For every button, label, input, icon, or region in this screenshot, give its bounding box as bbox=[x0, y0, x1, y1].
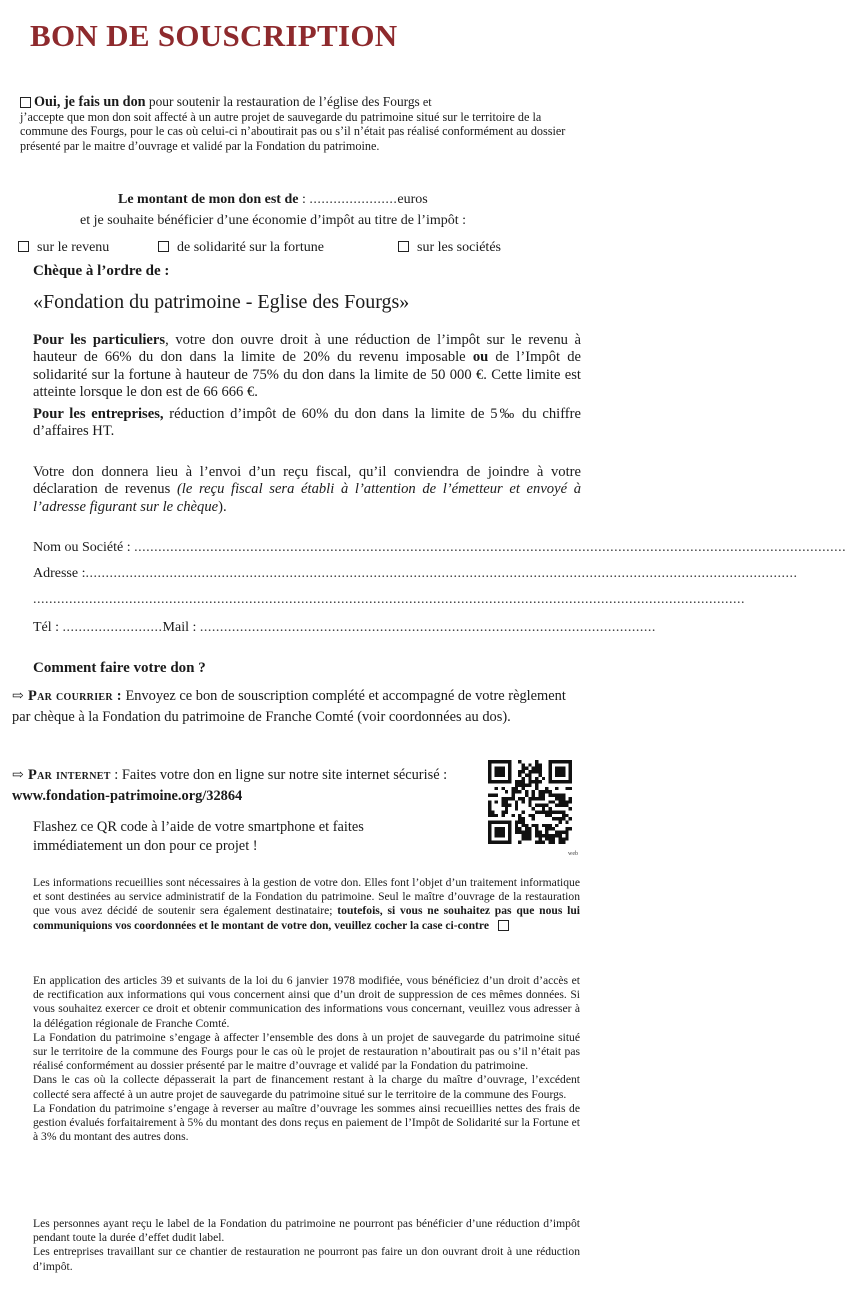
by-internet-text: Faites votre don en ligne sur notre site internet sécurisé : bbox=[121, 767, 448, 783]
by-internet-separator: : bbox=[110, 767, 122, 783]
particuliers-lead: Pour les particuliers bbox=[33, 332, 166, 348]
tel-label: Tél : bbox=[33, 620, 60, 635]
tax-option-revenu[interactable] bbox=[18, 240, 109, 256]
intro-body: j’accepte que mon don soit affecté à un autre projet de sauvegarde du patrimoine situé sur le territoire de la commune des Fourgs, pour le cas où celui-ci n’aboutirait pas ou s’il n’était pas réalisé conformément au dossier présenté par le maitre d’ouvrage et validé par la Fondation du patrimoine. bbox=[20, 109, 566, 153]
qr-tag: web bbox=[568, 851, 578, 857]
receipt-text: Votre don donnera lieu à l’envoi d’un reçu fiscal, qu’il conviendra de joindre à votre déclaration de revenus bbox=[33, 464, 581, 498]
tel-dots[interactable]: ......................... bbox=[62, 620, 163, 635]
qr-instructions: Flashez ce QR code à l’aide de votre smartphone et faites immédiatement un don pour ce projet ! bbox=[33, 819, 364, 854]
privacy-bold: toutefois, si vous ne souhaitez pas que nous lui communiquions vos coordonnées et le montant de votre don, veuillez cocher la case ci-contre bbox=[33, 904, 580, 932]
mail-label: Mail : bbox=[162, 620, 197, 635]
address-field[interactable] bbox=[33, 566, 798, 582]
amount-unit: euros bbox=[397, 192, 428, 207]
amount-label: Le montant de mon don est de bbox=[118, 192, 299, 207]
name-field[interactable] bbox=[33, 540, 846, 556]
opt-out-checkbox[interactable] bbox=[498, 920, 509, 931]
particuliers-text: , votre don ouvre droit à une réduction de l’impôt sur le revenu à hauteur de 66% du don dans la limite de 20% du revenu imposable bbox=[33, 332, 581, 366]
footer-paragraph: Les personnes ayant reçu le label de la Fondation du patrimoine ne pourront pas bénéficier d’une réduction d’impôt pendant toute la durée d’effet dudit label. bbox=[33, 1217, 580, 1245]
footer-notices bbox=[33, 1217, 580, 1274]
amount-separator: : bbox=[298, 192, 310, 207]
legal-paragraph: La Fondation du patrimoine s’engage à affecter l’ensemble des dons à un projet de sauvegarde du patrimoine situé sur le territoire de la commune des Fourgs pour le cas où le projet de restauration n’aboutirait pas ou s’il n’était pas réalisé conformément au dossier présenté par le maitre d’ouvrage et validé par la Fondation du patrimoine. bbox=[33, 1030, 580, 1073]
cheque-payee: «Fondation du patrimoine - Eglise des Fourgs» bbox=[33, 291, 410, 313]
intro-lead-rest: pour soutenir la restauration de l’église des Fourgs bbox=[145, 94, 420, 109]
legal-paragraph: En application des articles 39 et suivants de la loi du 6 janvier 1978 modifiée, vous bénéficiez d’un droit d’accès et de rectification aux informations qui vous concernent ainsi que d’un droit de suppression de ces mêmes données. Si vous souhaitez exercer ce droit et obtenir communication des informations vous concernant, veuillez vous adresser à la délégation régionale de Franche Comté. bbox=[33, 974, 580, 1030]
legal-paragraph: Dans le cas où la collecte dépasserait la part de financement restant à la charge du maître d’ouvrage, l’excédent collecté sera affecté à un autre projet de sauvegarde du patrimoine situé sur le territoire de la commune des Fourgs. bbox=[33, 1073, 580, 1101]
intro-lead-tail: et bbox=[419, 95, 432, 109]
legal-notices bbox=[33, 974, 580, 1144]
particuliers-text-2: de l’Impôt de solidarité sur la fortune à hauteur de 75% du don dans la limite de 50 000 €. Cette limite est atteinte lorsque le don est de 66 666 €. bbox=[33, 349, 581, 401]
receipt-italic: (le reçu fiscal sera établi à l’attention de l’émetteur et envoyé à l’adresse figurant sur le chèque bbox=[33, 481, 581, 515]
address-dots[interactable]: .................................................................................................................................................................................. bbox=[85, 566, 798, 581]
contact-field[interactable] bbox=[33, 620, 656, 636]
checkbox-icon[interactable] bbox=[158, 241, 169, 252]
privacy-text: Les informations recueillies sont nécessaires à la gestion de votre don. Elles font l’objet d’un traitement informatique et sont destinées au service administratif de la Fondation du patrimoine. Seul le maître d’ouvrage de la restauration que vous avez décidé de soutenir sera également destinataire; bbox=[33, 876, 580, 918]
entreprises-lead: Pour les entreprises, bbox=[33, 406, 164, 422]
qr-code[interactable] bbox=[488, 760, 572, 844]
footer-paragraph: Les entreprises travaillant sur ce chantier de restauration ne pourront pas faire un don ouvrant droit à une réduction d’impôt. bbox=[33, 1245, 580, 1273]
particuliers-ou: ou bbox=[472, 349, 489, 366]
entreprises-text: réduction d’impôt de 60% du don dans la limite de 5‰ du chiffre d’affaires HT. bbox=[33, 406, 581, 440]
by-mail-text: Envoyez ce bon de souscription complété et accompagné de votre règlement par chèque à la Fondation du patrimoine de Franche Comté (voir coordonnées au dos). bbox=[12, 688, 566, 725]
address-dots-2[interactable]: .................................................................................................................................................................................. bbox=[33, 592, 745, 607]
how-title: Comment faire votre don ? bbox=[33, 660, 206, 676]
receipt-end: ). bbox=[218, 498, 227, 515]
entreprises-paragraph bbox=[33, 406, 581, 441]
legal-paragraph: La Fondation du patrimoine s’engage à reverser au maître d’ouvrage les sommes ainsi recueillies nettes des frais de gestion évalués forfaitairement à 5% du montant des dons reçus en paiement de l’Impôt de Solidarité sur la Fortune et à 3% du montant des autres dons. bbox=[33, 1101, 581, 1144]
particuliers-paragraph bbox=[33, 332, 581, 402]
amount-line bbox=[118, 192, 428, 208]
tax-option-fortune[interactable] bbox=[158, 240, 324, 256]
cheque-label: Chèque à l’ordre de : bbox=[33, 263, 170, 279]
tax-intro: et je souhaite bénéficier d’une économie d’impôt au titre de l’impôt : bbox=[80, 213, 467, 228]
mail-dots[interactable]: .................................................................................................................. bbox=[199, 620, 656, 635]
by-internet-step bbox=[12, 765, 477, 807]
name-label: Nom ou Société : bbox=[33, 540, 131, 555]
privacy-paragraph bbox=[33, 876, 580, 933]
by-mail-step bbox=[12, 686, 572, 728]
tax-option-label: sur les sociétés bbox=[417, 240, 501, 255]
address-field-2[interactable] bbox=[33, 592, 745, 608]
name-dots[interactable]: .................................................................................................................................................................................. bbox=[134, 540, 846, 555]
intro-lead: Oui, je fais un don bbox=[34, 94, 146, 110]
checkbox-icon[interactable] bbox=[398, 241, 409, 252]
checkbox-icon[interactable] bbox=[18, 241, 29, 252]
arrow-right-icon: ⇨ bbox=[12, 768, 24, 783]
tax-option-label: de solidarité sur la fortune bbox=[177, 240, 324, 255]
donation-url-link[interactable]: www.fondation-patrimoine.org/32864 bbox=[12, 788, 243, 804]
donation-checkbox[interactable] bbox=[20, 97, 31, 108]
receipt-paragraph bbox=[33, 464, 581, 516]
by-mail-label: Par courrier : bbox=[28, 688, 122, 704]
tax-option-societes[interactable] bbox=[398, 240, 501, 256]
amount-input[interactable]: ...................... bbox=[309, 192, 398, 207]
form-title: BON DE SOUSCRIPTION bbox=[30, 18, 398, 53]
address-label: Adresse : bbox=[33, 566, 86, 581]
tax-option-label: sur le revenu bbox=[37, 240, 110, 255]
intro-paragraph bbox=[20, 95, 580, 153]
by-internet-label: Par internet bbox=[28, 767, 111, 783]
arrow-right-icon: ⇨ bbox=[12, 689, 24, 704]
